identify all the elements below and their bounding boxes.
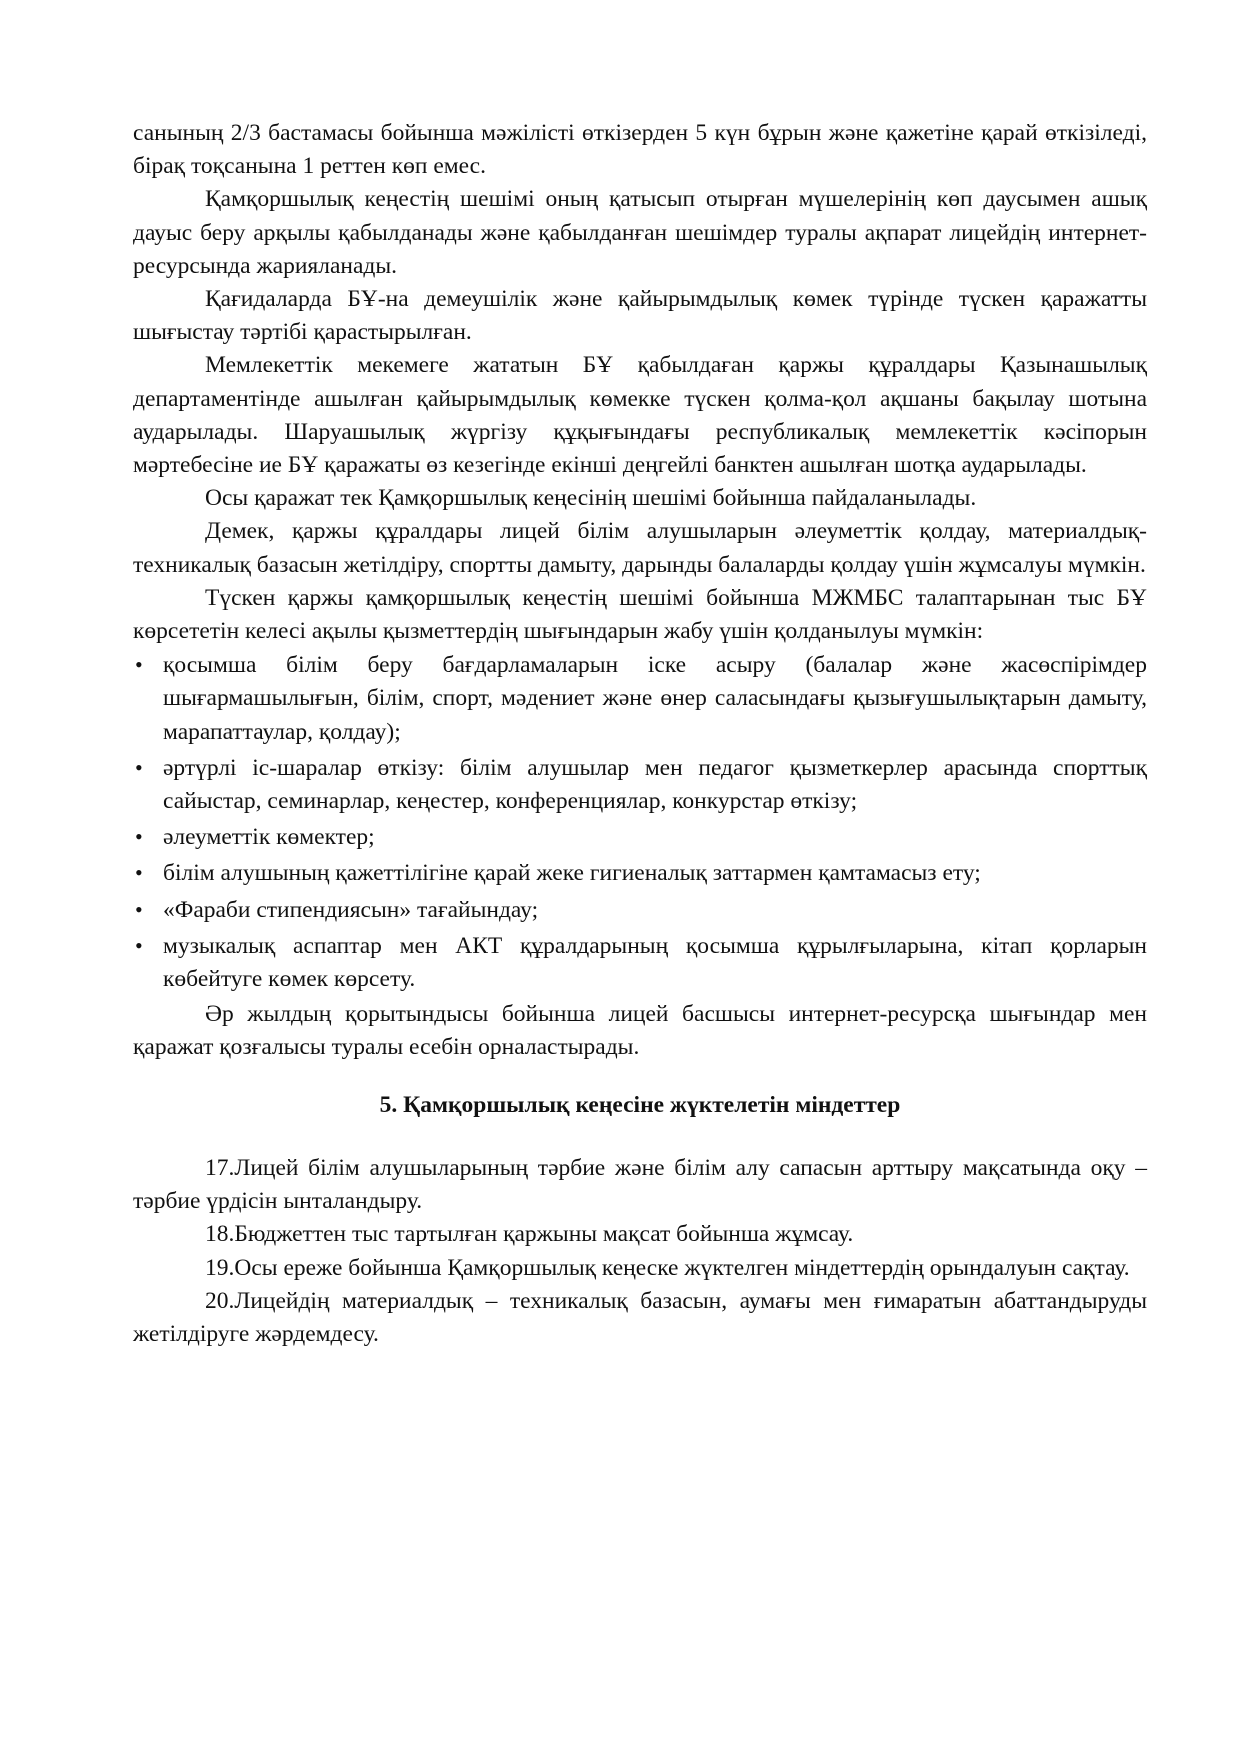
- paragraph-rules-spending: Қағидаларда БҰ-на демеушілік және қайырымдылық көмек түрінде түскен қаражатты шығыстау тәртібі қарастырылған.: [133, 286, 1147, 346]
- paragraph-annual-report: Әр жылдың қорытындысы бойынша лицей басшысы интернет-ресурсқа шығындар мен қаражат қозғалысы туралы есебін орналастырады.: [133, 1001, 1147, 1061]
- list-item: [133, 820, 1147, 854]
- list-item-text: білім алушының қажеттілігіне қарай жеке гигиеналық заттармен қамтамасыз ету;: [163, 860, 981, 887]
- bullet-list: [133, 648, 1147, 996]
- bullet-icon: [133, 648, 163, 681]
- bullet-icon: [133, 820, 163, 853]
- list-item-text: әртүрлі іс-шаралар өткізу: білім алушылар мен педагог қызметкерлер арасында спорттық сайыстар, семинарлар, кеңестер, конференциялар, конкурстар өткізу;: [163, 754, 1147, 815]
- bullet-icon: [133, 929, 163, 962]
- paragraph-paid-services-intro: Түскен қаржы қамқоршылық кеңестің шешімі бойынша МЖМБС талаптарынан тыс БҰ көрсететін келесі ақылы қызметтердің шығындарын жабу үшін қолданылуы мүмкін:: [133, 584, 1147, 645]
- numbered-item-19: 19.Осы ереже бойынша Қамқоршылық кеңеске жүктелген міндеттердің орындалуын сақтау.: [205, 1254, 1130, 1281]
- paragraph-funds-purposes: Демек, қаржы құралдары лицей білім алушыларын әлеуметтік қолдау, материалдық-техникалық базасын жетілдіру, спортты дамыту, дарынды балаларды қолдау үшін жұмсалуы мүмкін.: [133, 518, 1147, 578]
- paragraph-decision-voting: Қамқоршылық кеңестің шешімі оның қатысып отырған мүшелерінің көп даусымен ашық дауыс беру арқылы қабылданады және қабылданған шешімдер туралы ақпарат лицейдің интернет-ресурсында жарияланады.: [133, 186, 1147, 279]
- list-item: [133, 929, 1147, 996]
- list-item: [133, 856, 1147, 890]
- list-item-text: «Фараби стипендиясын» тағайындау;: [163, 896, 539, 923]
- numbered-item-17: 17.Лицей білім алушыларының тәрбие және білім алу сапасын арттыру мақсатында оқу – тәрбие үрдісін ынталандыру.: [133, 1154, 1147, 1215]
- paragraph-treasury-accounts: Мемлекеттік мекемеге жататын БҰ қабылдаған қаржы құралдары Қазынашылық департаментінде ашылған қайырымдылық көмекке түскен қолма-қол ақшаны бақылау шотына аударылады. Шаруашылық жүргізу құқығындағы республикалық мемлекеттік кәсіпорын мәртебесіне ие БҰ қаражаты өз кезегінде екінші деңгейлі банктен ашылған шотқа аударылады.: [133, 352, 1147, 479]
- bullet-icon: [133, 856, 163, 889]
- list-item-text: музыкалық аспаптар мен АКТ құралдарының қосымша құрылғыларына, кітап қорларын көбейтуге көмек көрсету.: [163, 932, 1147, 993]
- bullet-icon: [133, 893, 163, 926]
- list-item: [133, 893, 1147, 927]
- list-item: [133, 751, 1147, 818]
- bullet-icon: [133, 751, 163, 784]
- numbered-item-18: 18.Бюджеттен тыс тартылған қаржыны мақсат бойынша жұмсау.: [205, 1221, 854, 1248]
- numbered-list: [133, 1152, 1147, 1351]
- paragraph-funds-usage: Осы қаражат тек Қамқоршылық кеңесінің шешімі бойынша пайдаланылады.: [205, 485, 977, 512]
- numbered-item-20: 20.Лицейдің материалдық – техникалық базасын, аумағы мен ғимаратын абаттандыруды жетілдіруге жәрдемдесу.: [133, 1287, 1147, 1347]
- list-item-text: қосымша білім беру бағдарламаларын іске асыру (балалар және жасөспірімдер шығармашылығын, білім, спорт, мәдениет және өнер саласындағы қызығушылықтарын дамыту, марапаттаулар, қолдау);: [163, 652, 1147, 745]
- list-item: [133, 648, 1147, 749]
- paragraph-continuation: санының 2/3 бастамасы бойынша мәжілісті өткізерден 5 күн бұрын және қажетіне қарай өткізіледі, бірақ тоқсанына 1 реттен көп емес.: [133, 120, 1147, 180]
- section-heading: 5. Қамқоршылық кеңесіне жүктелетін міндеттер: [379, 1091, 901, 1118]
- document-page: [133, 117, 1147, 1351]
- list-item-text: әлеуметтік көмектер;: [163, 824, 375, 851]
